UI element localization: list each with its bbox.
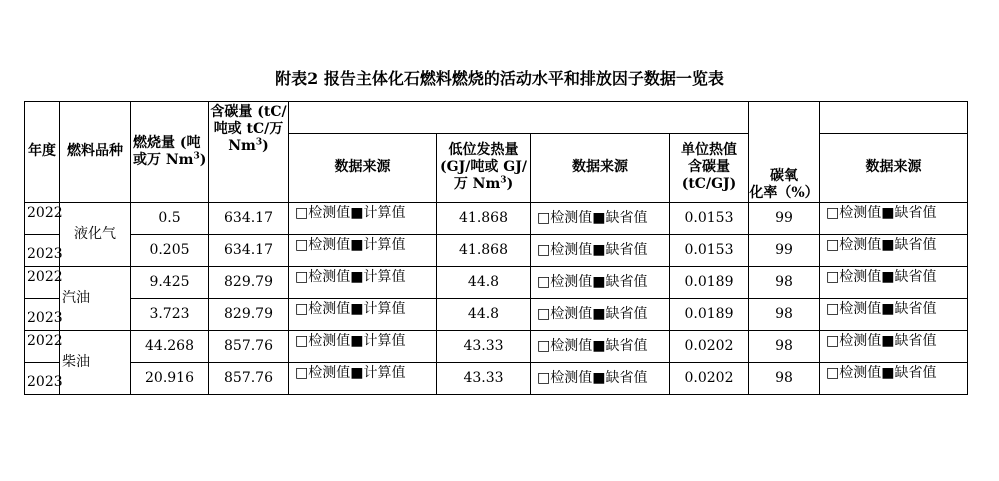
cell-source-3: □检测值■缺省值 <box>820 298 968 330</box>
header-carbon-sup: 3 <box>255 137 263 148</box>
header-source-1: 数据来源 <box>289 134 437 203</box>
cell-carbon: 829.79 <box>209 266 289 298</box>
cell-year: 2023 <box>25 298 60 330</box>
header-consumption <box>131 102 209 203</box>
cell-carbon: 634.17 <box>209 234 289 266</box>
cell-source-3: □检测值■缺省值 <box>820 234 968 266</box>
cell-source-1: □检测值■计算值 <box>289 266 437 298</box>
cell-carbon: 829.79 <box>209 298 289 330</box>
cell-consumption: 3.723 <box>131 298 209 330</box>
cell-fuel: 液化气 <box>60 202 131 266</box>
cell-consumption: 0.205 <box>131 234 209 266</box>
cell-source-1: □检测值■计算值 <box>289 330 437 362</box>
table-row <box>25 298 968 330</box>
cell-source-3: □检测值■缺省值 <box>820 362 968 394</box>
cell-ncv: 41.868 <box>437 202 531 234</box>
cell-source-2: □检测值■缺省值 <box>531 266 670 298</box>
cell-oxidation: 99 <box>749 202 820 234</box>
cell-year: 2022 <box>25 202 60 234</box>
cell-source-1: □检测值■计算值 <box>289 202 437 234</box>
header-fuel: 燃料品种 <box>60 102 131 203</box>
cell-oxidation: 98 <box>749 330 820 362</box>
cell-carbon: 857.76 <box>209 330 289 362</box>
cell-carbon: 857.76 <box>209 362 289 394</box>
cell-fuel: 汽油 <box>60 266 131 330</box>
cell-unit-carbon: 0.0153 <box>670 234 749 266</box>
cell-ncv: 43.33 <box>437 330 531 362</box>
cell-source-2: □检测值■缺省值 <box>531 362 670 394</box>
cell-year: 2023 <box>25 362 60 394</box>
header-unit-carbon-line2: 含碳量 <box>688 159 730 176</box>
cell-unit-carbon: 0.0202 <box>670 362 749 394</box>
header-consumption-sup: 3 <box>193 151 200 162</box>
header-carbon-line1: 含碳量 (tC/ <box>210 104 287 120</box>
header-consumption-line2: 或万 Nm <box>133 151 194 168</box>
cell-consumption: 9.425 <box>131 266 209 298</box>
cell-consumption: 44.268 <box>131 330 209 362</box>
cell-source-1: □检测值■计算值 <box>289 234 437 266</box>
cell-year: 2022 <box>25 330 60 362</box>
cell-ncv: 44.8 <box>437 298 531 330</box>
cell-source-2: □检测值■缺省值 <box>531 330 670 362</box>
cell-oxidation: 99 <box>749 234 820 266</box>
emission-factor-table <box>24 101 968 395</box>
cell-unit-carbon: 0.0202 <box>670 330 749 362</box>
header-ncv-line2: (GJ/吨或 GJ/ <box>440 159 527 176</box>
table-row <box>25 202 968 234</box>
header-oxidation-line1: 碳氧 <box>770 167 798 184</box>
cell-fuel: 柴油 <box>60 330 131 394</box>
cell-carbon: 634.17 <box>209 202 289 234</box>
cell-unit-carbon: 0.0189 <box>670 266 749 298</box>
table-row <box>25 266 968 298</box>
cell-source-2: □检测值■缺省值 <box>531 202 670 234</box>
table-row <box>25 330 968 362</box>
cell-source-3: □检测值■缺省值 <box>820 202 968 234</box>
header-source-2: 数据来源 <box>531 134 670 203</box>
header-consumption-paren: ) <box>199 151 207 168</box>
cell-ncv: 43.33 <box>437 362 531 394</box>
header-ncv <box>437 134 531 203</box>
table-row <box>25 234 968 266</box>
cell-source-2: □检测值■缺省值 <box>531 234 670 266</box>
cell-year: 2023 <box>25 234 60 266</box>
header-ncv-paren: ) <box>506 176 514 193</box>
cell-source-1: □检测值■计算值 <box>289 362 437 394</box>
cell-ncv: 41.868 <box>437 234 531 266</box>
header-carbon-paren: ) <box>262 138 269 154</box>
cell-oxidation: 98 <box>749 266 820 298</box>
header-ncv-sup: 3 <box>500 175 507 186</box>
page-title: 附表2 报告主体化石燃料燃烧的活动水平和排放因子数据一览表 <box>275 69 724 88</box>
header-ncv-line1: 低位发热量 <box>448 142 519 159</box>
header-carbon-line3: Nm <box>228 138 256 154</box>
header-unit-carbon-line3: (tC/GJ) <box>681 176 737 193</box>
header-consumption-line1: 燃烧量 (吨 <box>133 134 201 151</box>
cell-source-1: □检测值■计算值 <box>289 298 437 330</box>
cell-oxidation: 98 <box>749 298 820 330</box>
header-source-3: 数据来源 <box>820 134 968 203</box>
header-unit-carbon-line1: 单位热值 <box>681 142 737 159</box>
cell-ncv: 44.8 <box>437 266 531 298</box>
header-ncv-line3: 万 Nm <box>453 176 501 193</box>
cell-unit-carbon: 0.0189 <box>670 298 749 330</box>
cell-source-3: □检测值■缺省值 <box>820 330 968 362</box>
header-oxidation-line2: 化率（%） <box>749 184 819 201</box>
cell-consumption: 20.916 <box>131 362 209 394</box>
cell-source-2: □检测值■缺省值 <box>531 298 670 330</box>
cell-source-3: □检测值■缺省值 <box>820 266 968 298</box>
header-oxidation <box>749 168 820 203</box>
header-carbon-content <box>209 102 289 203</box>
header-year: 年度 <box>25 102 60 203</box>
cell-year: 2022 <box>25 266 60 298</box>
cell-consumption: 0.5 <box>131 202 209 234</box>
cell-unit-carbon: 0.0153 <box>670 202 749 234</box>
table-row <box>25 362 968 394</box>
header-oxidation-top <box>749 102 820 168</box>
header-spacer-top <box>289 102 749 134</box>
header-unit-carbon <box>670 134 749 203</box>
header-spacer-right <box>820 102 968 134</box>
header-carbon-line2: 吨或 tC/万 <box>213 121 284 137</box>
cell-oxidation: 98 <box>749 362 820 394</box>
